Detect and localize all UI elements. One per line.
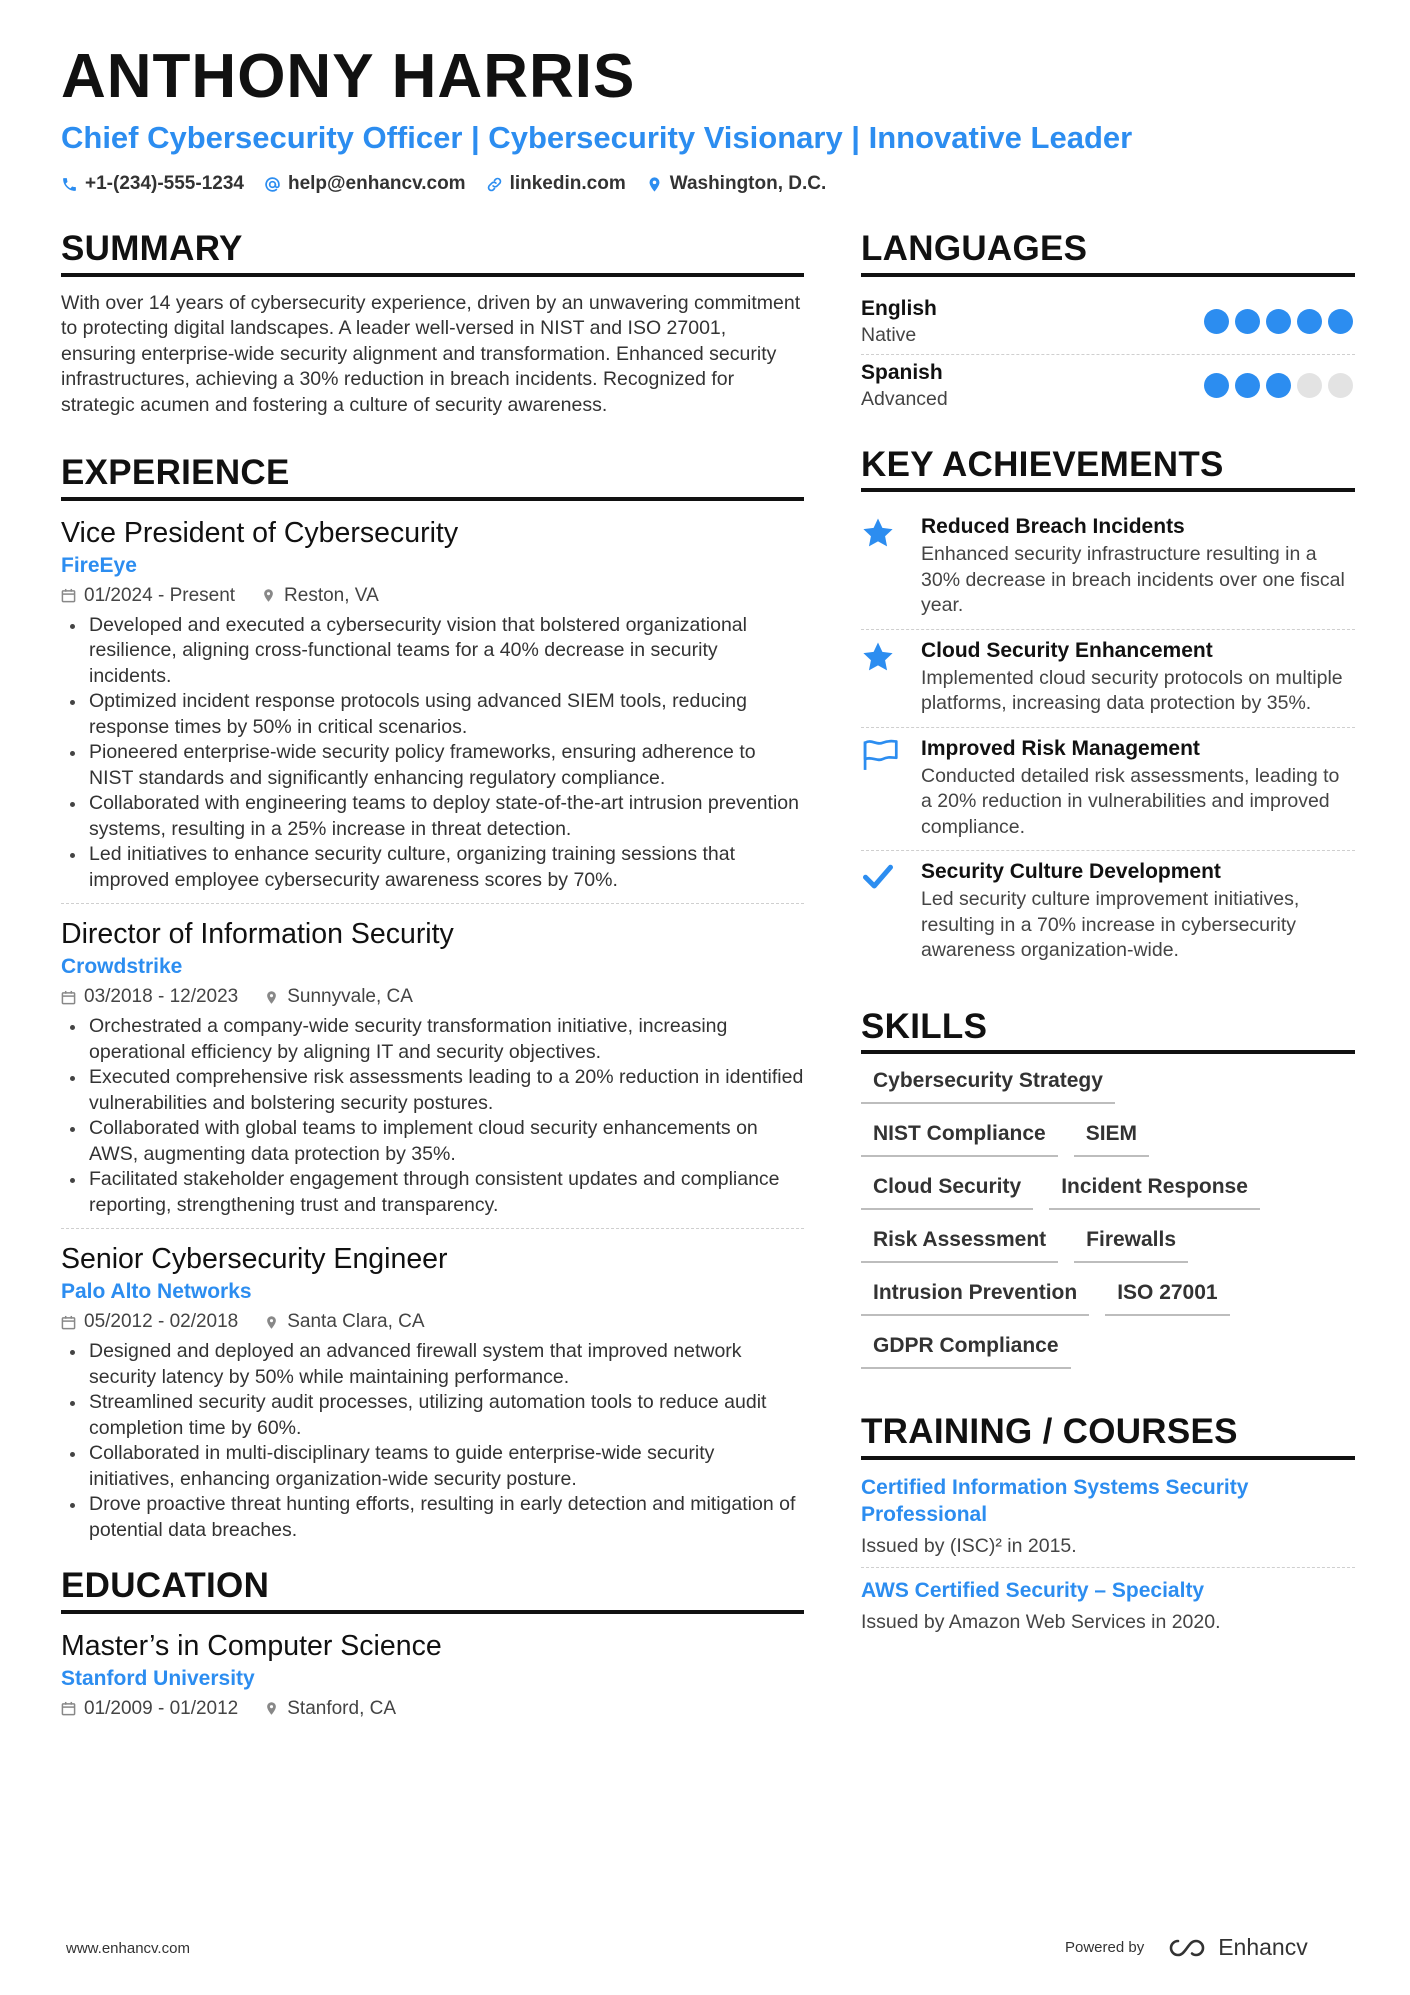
calendar-icon xyxy=(61,1315,76,1330)
achievement-icon-wrap xyxy=(861,857,921,964)
job-dates xyxy=(61,1307,238,1337)
experience-title: EXPERIENCE xyxy=(61,454,804,501)
education-location xyxy=(264,1694,396,1724)
job-bullet: Designed and deployed an advanced firewall system that improved network security latency by 50% while maintaining performance. xyxy=(61,1339,804,1390)
job-bullet: Facilitated stakeholder engagement through consistent updates and compliance reporting, strengthening trust and transparency. xyxy=(61,1167,804,1218)
rating-dot-filled xyxy=(1235,309,1260,334)
job-company[interactable]: FireEye xyxy=(61,553,137,577)
job-bullet: Collaborated with global teams to implement cloud security enhancements on AWS, augmenting data protection by 35%. xyxy=(61,1116,804,1167)
skill-tag: SIEM xyxy=(1074,1121,1149,1157)
contact-linkedin[interactable] xyxy=(486,173,626,195)
achievement-item xyxy=(861,630,1355,728)
job-dates xyxy=(61,581,235,611)
star-icon xyxy=(861,640,895,674)
rating-dot-filled xyxy=(1328,309,1353,334)
language-rating xyxy=(1204,309,1355,334)
education-degree: Master’s in Computer Science xyxy=(61,1629,442,1662)
achievement-item xyxy=(861,851,1355,974)
phone-icon xyxy=(61,176,78,193)
achievement-desc: Enhanced security infrastructure resulting in a 30% decrease in breach incidents over one fiscal year. xyxy=(921,543,1345,616)
language-rating xyxy=(1204,373,1355,398)
job-location-text: Santa Clara, CA xyxy=(287,1311,425,1332)
skill-tag: Incident Response xyxy=(1049,1174,1260,1210)
achievement-title: Security Culture Development xyxy=(921,860,1221,883)
job-dates-text: 05/2012 - 02/2018 xyxy=(84,1311,239,1332)
footer-branding xyxy=(1065,1934,1308,1961)
footer-website[interactable]: www.enhancv.com xyxy=(66,1940,190,1957)
education-title: EDUCATION xyxy=(61,1567,804,1614)
contact-location-text: Washington, D.C. xyxy=(669,173,827,194)
contact-bar xyxy=(61,173,826,195)
rating-dot-filled xyxy=(1266,373,1291,398)
language-item xyxy=(861,355,1355,418)
contact-email-text: help@enhancv.com xyxy=(287,173,466,194)
location-icon xyxy=(264,1701,279,1716)
job-meta xyxy=(61,1307,804,1337)
skill-tag: Cloud Security xyxy=(861,1174,1033,1210)
language-name: English xyxy=(861,296,937,320)
calendar-icon xyxy=(61,588,76,603)
star-icon xyxy=(861,516,895,550)
job-location-text: Reston, VA xyxy=(284,584,379,606)
job-bullet: Orchestrated a company-wide security transformation initiative, increasing operational efficiency by aligning IT and security objectives. xyxy=(61,1014,804,1065)
skill-tag: Firewalls xyxy=(1074,1227,1188,1263)
course-item xyxy=(861,1577,1355,1643)
job-bullet: Streamlined security audit processes, utilizing automation tools to reduce audit completion time by 60%. xyxy=(61,1390,804,1441)
job-bullet: Collaborated with engineering teams to deploy state-of-the-art intrusion prevention systems, resulting in a 25% increase in threat detection. xyxy=(61,791,804,842)
job-entry xyxy=(61,515,804,905)
course-item xyxy=(861,1474,1355,1568)
job-company[interactable]: Palo Alto Networks xyxy=(61,1280,252,1303)
course-title[interactable]: Certified Information Systems Security Professional xyxy=(861,1475,1249,1526)
right-column xyxy=(861,230,1355,1652)
languages-title: LANGUAGES xyxy=(861,230,1355,277)
education-dates xyxy=(61,1694,238,1724)
calendar-icon xyxy=(61,1701,76,1716)
job-title: Director of Information Security xyxy=(61,918,454,950)
summary-section xyxy=(61,230,804,418)
skill-tag: Intrusion Prevention xyxy=(861,1280,1089,1316)
training-title: TRAINING / COURSES xyxy=(861,1413,1355,1460)
language-level: Advanced xyxy=(861,387,948,410)
achievement-desc: Conducted detailed risk assessments, leading to a 20% reduction in vulnerabilities and improved compliance. xyxy=(921,764,1340,838)
candidate-headline: Chief Cybersecurity Officer | Cybersecurity Visionary | Innovative Leader xyxy=(61,120,1133,155)
job-bullet: Drove proactive threat hunting efforts, resulting in early detection and mitigation of potential data breaches. xyxy=(61,1492,804,1543)
at-icon xyxy=(264,176,281,193)
achievement-desc: Implemented cloud security protocols on multiple platforms, increasing data protection by 35%. xyxy=(921,666,1343,714)
link-icon xyxy=(486,176,503,193)
job-bullets xyxy=(61,1014,804,1218)
checkmark-icon xyxy=(861,861,895,891)
course-desc: Issued by Amazon Web Services in 2020. xyxy=(861,1610,1221,1633)
job-bullet: Executed comprehensive risk assessments leading to a 20% reduction in identified vulnerabilities and bolstering security postures. xyxy=(61,1065,804,1116)
job-meta xyxy=(61,982,804,1012)
education-entry xyxy=(61,1628,804,1736)
achievement-title: Cloud Security Enhancement xyxy=(921,638,1213,662)
skill-tag: GDPR Compliance xyxy=(861,1333,1071,1369)
achievement-icon-wrap xyxy=(861,636,921,717)
job-bullet: Pioneered enterprise-wide security policy frameworks, ensuring adherence to NIST standards and significantly enhancing regulatory compliance. xyxy=(61,740,804,791)
job-bullet: Led initiatives to enhance security culture, organizing training sessions that improved employee cybersecurity awareness scores by 70%. xyxy=(61,842,804,893)
language-level: Native xyxy=(861,323,917,346)
skills-title: SKILLS xyxy=(861,1008,1355,1055)
rating-dot-filled xyxy=(1266,309,1291,334)
job-location-text: Sunnyvale, CA xyxy=(287,986,413,1007)
job-location xyxy=(264,1307,424,1337)
job-entry xyxy=(61,916,804,1229)
location-icon xyxy=(646,176,663,193)
job-bullets xyxy=(61,1339,804,1543)
rating-dot-filled xyxy=(1204,373,1229,398)
experience-section xyxy=(61,454,804,1553)
rating-dot-filled xyxy=(1297,309,1322,334)
contact-email[interactable] xyxy=(264,173,466,195)
job-title: Vice President of Cybersecurity xyxy=(61,516,459,549)
job-location xyxy=(264,982,413,1012)
skill-tag: ISO 27001 xyxy=(1105,1280,1229,1316)
education-section xyxy=(61,1567,804,1736)
training-section xyxy=(861,1413,1355,1643)
job-title: Senior Cybersecurity Engineer xyxy=(61,1243,448,1275)
job-meta xyxy=(61,581,804,611)
rating-dot-empty xyxy=(1297,373,1322,398)
languages-section xyxy=(861,230,1355,418)
achievement-title: Reduced Breach Incidents xyxy=(921,515,1185,538)
job-dates xyxy=(61,982,238,1012)
education-location-text: Stanford, CA xyxy=(287,1697,397,1719)
contact-phone-text: +1-(234)-555-1234 xyxy=(85,173,244,194)
achievement-item xyxy=(861,728,1355,852)
course-desc: Issued by (ISC)² in 2015. xyxy=(861,1534,1077,1557)
contact-phone[interactable] xyxy=(61,173,244,195)
calendar-icon xyxy=(61,990,76,1005)
skills-section xyxy=(861,1008,1355,1370)
job-bullet: Optimized incident response protocols using advanced SIEM tools, reducing response times by 50% in critical scenarios. xyxy=(61,689,804,740)
rating-dot-filled xyxy=(1235,373,1260,398)
location-icon xyxy=(264,990,279,1005)
education-meta xyxy=(61,1694,804,1724)
job-dates-text: 03/2018 - 12/2023 xyxy=(84,986,239,1007)
skill-tag: Cybersecurity Strategy xyxy=(861,1068,1115,1104)
flag-icon xyxy=(861,738,899,772)
job-entry xyxy=(61,1241,804,1553)
brand-logo[interactable] xyxy=(1164,1934,1308,1961)
achievement-title: Improved Risk Management xyxy=(921,736,1200,760)
achievement-icon-wrap xyxy=(861,512,921,619)
job-location xyxy=(261,581,379,611)
job-bullets xyxy=(61,613,804,894)
job-company[interactable]: Crowdstrike xyxy=(61,955,183,978)
rating-dot-empty xyxy=(1328,373,1353,398)
candidate-name: ANTHONY HARRIS xyxy=(61,42,636,111)
enhancv-logo-icon xyxy=(1164,1936,1210,1960)
contact-linkedin-text: linkedin.com xyxy=(509,173,626,194)
achievements-section xyxy=(861,446,1355,974)
language-name: Spanish xyxy=(861,360,943,384)
achievement-desc: Led security culture improvement initiatives, resulting in a 70% increase in cybersecurity awareness organization-wide. xyxy=(921,888,1300,961)
skills-list xyxy=(861,1068,1355,1369)
skill-tag: NIST Compliance xyxy=(861,1121,1058,1157)
rating-dot-filled xyxy=(1204,309,1229,334)
education-dates-text: 01/2009 - 01/2012 xyxy=(84,1697,239,1719)
left-column xyxy=(61,230,804,1748)
location-icon xyxy=(261,588,276,603)
language-item xyxy=(861,291,1355,355)
job-bullet: Developed and executed a cybersecurity vision that bolstered organizational resilience, aligning cross-functional teams for a 40% decrease in security incidents. xyxy=(61,613,804,690)
location-icon xyxy=(264,1315,279,1330)
achievements-title: KEY ACHIEVEMENTS xyxy=(861,446,1355,493)
job-bullet: Collaborated in multi-disciplinary teams to guide enterprise-wide security initiatives, enhancing organization-wide security posture. xyxy=(61,1441,804,1492)
brand-name: Enhancv xyxy=(1218,1934,1308,1960)
achievement-item xyxy=(861,506,1355,630)
job-dates-text: 01/2024 - Present xyxy=(84,584,236,606)
contact-location xyxy=(646,173,827,195)
education-school[interactable]: Stanford University xyxy=(61,1666,255,1690)
summary-title: SUMMARY xyxy=(61,230,804,277)
summary-text: With over 14 years of cybersecurity experience, driven by an unwavering commitment to protecting digital landscapes. A leader well-versed in NIST and ISO 27001, ensuring enterprise-wide security alignment and transformation. Enhanced security infrastructures, achieving a 30% reduction in breach incidents. Recognized for strategic acumen and fostering a culture of security awareness. xyxy=(61,291,801,416)
skill-tag: Risk Assessment xyxy=(861,1227,1058,1263)
course-title[interactable]: AWS Certified Security – Specialty xyxy=(861,1578,1205,1602)
powered-by-label: Powered by xyxy=(1065,1939,1145,1956)
achievement-icon-wrap xyxy=(861,734,921,841)
